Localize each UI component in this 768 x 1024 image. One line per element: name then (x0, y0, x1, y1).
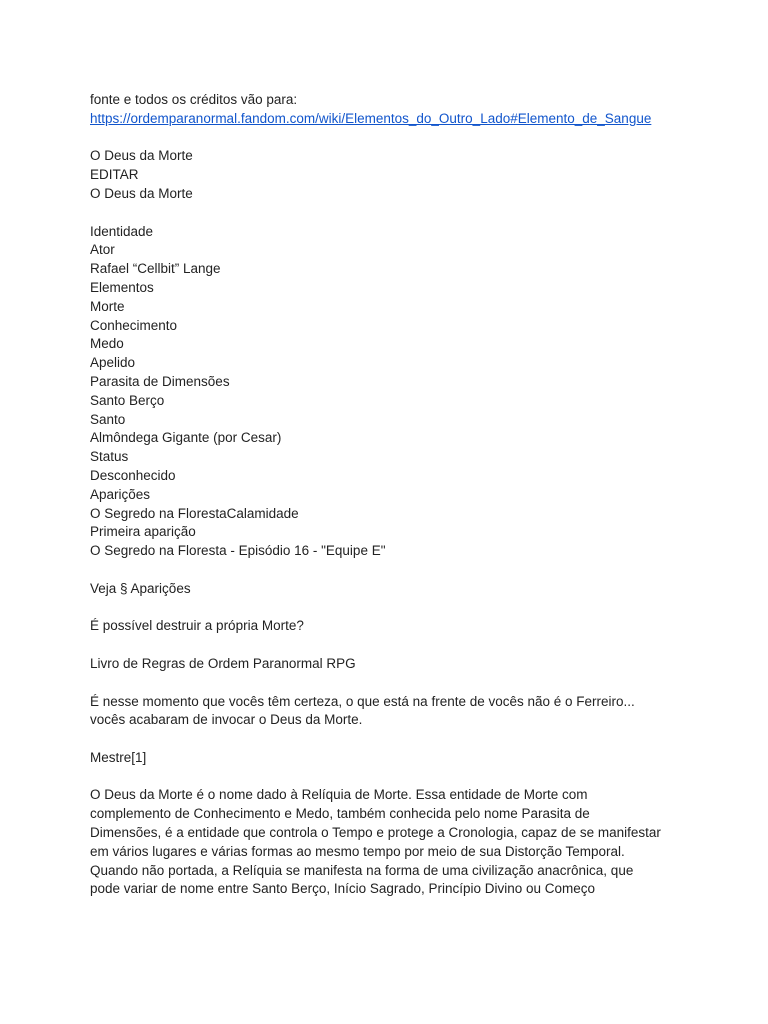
spacer (90, 561, 690, 580)
spacer (90, 730, 690, 749)
first-appearance-value: O Segredo na Floresta - Episódio 16 - "Equipe E" (90, 543, 386, 559)
appearances-value: O Segredo na FlorestaCalamidade (90, 505, 299, 521)
document-page (90, 91, 690, 899)
spacer (90, 204, 690, 223)
nickname-item: Parasita de Dimensões (90, 373, 230, 389)
quote-text: É possível destruir a própria Morte? (90, 618, 304, 634)
quote-source: Mestre[1] (90, 749, 147, 765)
quote-text: É nesse momento que vocês têm certeza, o que está na frente de vocês não é o Ferreiro... (90, 693, 635, 709)
paragraph-line: complemento de Conhecimento e Medo, também conhecida pelo nome Parasita de (90, 806, 590, 822)
elements-label: Elementos (90, 279, 154, 295)
page-title: O Deus da Morte (90, 148, 193, 164)
spacer (90, 599, 690, 618)
element-item: Medo (90, 336, 124, 352)
spacer (90, 674, 690, 693)
nickname-item: Santo Berço (90, 392, 165, 408)
nickname-item: Almôndega Gigante (por Cesar) (90, 430, 282, 446)
nickname-label: Apelido (90, 355, 136, 371)
paragraph-line: Quando não portada, a Relíquia se manifesta na forma de uma civilização anacrônica, que (90, 862, 634, 878)
quote-text: vocês acabaram de invocar o Deus da Morte. (90, 712, 363, 728)
status-label: Status (90, 449, 129, 465)
edit-label: EDITAR (90, 167, 139, 183)
quote-source: Livro de Regras de Ordem Paranormal RPG (90, 655, 356, 671)
actor-label: Ator (90, 242, 115, 258)
infobox-title: O Deus da Morte (90, 185, 193, 201)
status-value: Desconhecido (90, 467, 176, 483)
spacer (90, 129, 690, 148)
actor-value: Rafael “Cellbit” Lange (90, 261, 221, 277)
credits-text: fonte e todos os créditos vão para: (90, 92, 298, 107)
see-also-text: Veja § Aparições (90, 580, 191, 596)
paragraph-line: O Deus da Morte é o nome dado à Relíquia de Morte. Essa entidade de Morte com (90, 787, 588, 803)
description-paragraph (90, 786, 690, 899)
element-item: Conhecimento (90, 317, 178, 333)
appearances-label: Aparições (90, 486, 151, 502)
paragraph-line: em vários lugares e várias formas ao mesmo tempo por meio de sua Distorção Temporal. (90, 843, 625, 859)
spacer (90, 768, 690, 787)
element-item: Morte (90, 298, 125, 314)
source-link[interactable]: https://ordemparanormal.fandom.com/wiki/Elementos_do_Outro_Lado#Elemento_de_Sangue (90, 110, 652, 126)
paragraph-line: Dimensões, é a entidade que controla o Tempo e protege a Cronologia, capaz de se manifestar (90, 825, 661, 841)
identity-heading: Identidade (90, 223, 154, 239)
first-appearance-label: Primeira aparição (90, 524, 196, 540)
nickname-item: Santo (90, 411, 126, 427)
spacer (90, 636, 690, 655)
paragraph-line: pode variar de nome entre Santo Berço, Início Sagrado, Princípio Divino ou Começo (90, 881, 596, 897)
